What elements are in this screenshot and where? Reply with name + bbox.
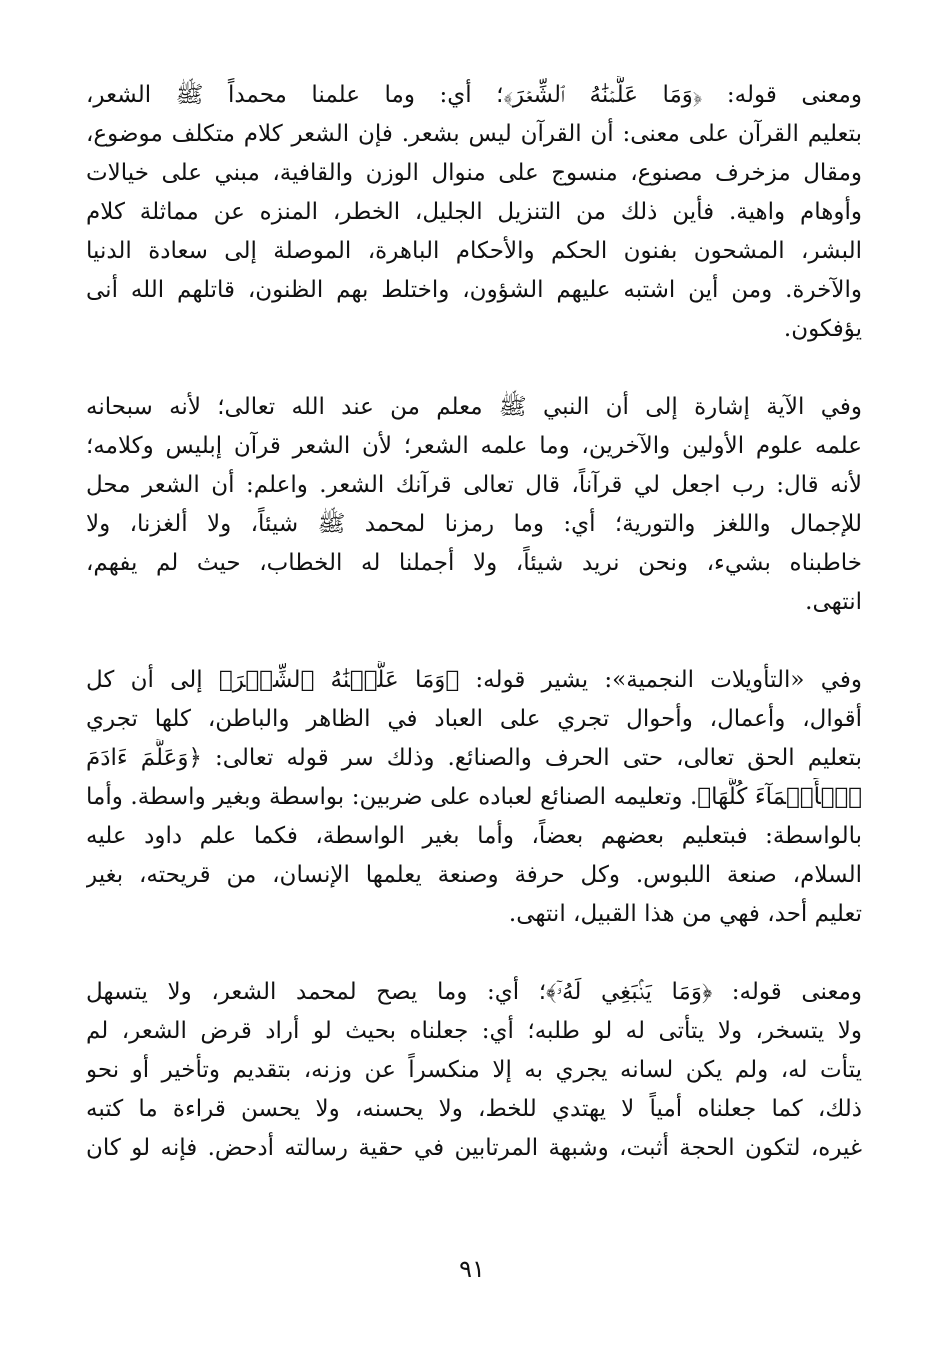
paragraph-2 xyxy=(86,388,862,622)
text-line: ٱلۡأَسۡمَآءَ كُلَّهَا﴾. وتعليمه الصنائع لعباده على ضربين: بواسطة وبغير واسطة. وأما xyxy=(86,784,862,810)
text-line: بتعليم القرآن على معنى: أن القرآن ليس بشعر. فإن الشعر كلام متكلف موضوع، xyxy=(86,121,862,147)
text-line: تعليم أحد، فهي من هذا القبيل، انتهى. xyxy=(508,901,862,927)
paragraph-1 xyxy=(86,76,862,349)
text-line: وفي الآية إشارة إلى أن النبي ﷺ معلم من عند الله تعالى؛ لأنه سبحانه xyxy=(86,394,862,420)
text-line: وفي «التأويلات النجمية»: يشير قوله: ﴿وَمَا عَلَّمۡنَٰهُ ٱلشِّعۡرَ﴾ إلى أن كل xyxy=(86,667,862,693)
text-line: ولا يتسخر، ولا يتأتى له لو طلبه؛ أي: جعلناه بحيث لو أراد قرض الشعر، لم xyxy=(86,1018,862,1044)
text-line: بتعليم الحق تعالى، حتى الحرف والصنائع. وذلك سر قوله تعالى: ﴿وَعَلَّمَ ءَادَمَ xyxy=(86,745,862,771)
text-line: ومعنى قوله: ﴿وَمَا عَلَّمۡنَٰهُ ٱلشِّعۡرَ﴾؛ أي: وما علمنا محمداً ﷺ الشعر، xyxy=(86,82,862,108)
paragraph-3 xyxy=(86,661,862,934)
text-line: ذلك، كما جعلناه أمياً لا يهتدي للخط، ولا يحسنه، ولا يحسن قراءة ما كتبه xyxy=(86,1096,862,1122)
text-line: علمه علوم الأولين والآخرين، وما علمه الشعر؛ لأن الشعر قرآن إبليس وكلامه؛ xyxy=(86,433,862,459)
text-line: وأوهام واهية. فأين ذلك من التنزيل الجليل، الخطر، المنزه عن مماثلة كلام xyxy=(86,199,862,225)
text-line: انتهى. xyxy=(805,589,862,615)
text-line: يتأت له، ولم يكن لسانه يجري به إلا منكسراً عن وزنه، بتقديم وتأخير أو نحو xyxy=(86,1057,862,1083)
text-line: والآخرة. ومن أين اشتبه عليهم الشؤون، واختلط بهم الظنون، قاتلهم الله أنى xyxy=(86,277,862,303)
text-line: غيره، لتكون الحجة أثبت، وشبهة المرتابين في حقية رسالته أدحض. فإنه لو كان xyxy=(86,1135,862,1161)
text-line: البشر، المشحون بفنون الحكم والأحكام الباهرة، الموصلة إلى سعادة الدنيا xyxy=(86,238,862,264)
page-number: ٩١ xyxy=(459,1255,485,1283)
text-line: ومقال مزخرف مصنوع، منسوج على منوال الوزن والقافية، مبني على خيالات xyxy=(86,160,862,186)
page-body xyxy=(86,76,862,1207)
text-line: يؤفكون. xyxy=(783,316,862,342)
text-line: بالواسطة: فبتعليم بعضهم بعضاً، وأما بغير الواسطة، فكما علم داود عليه xyxy=(86,823,862,849)
paragraph-4 xyxy=(86,973,862,1168)
text-line: خاطبناه بشيء، ونحن نريد شيئاً، ولا أجملنا له الخطاب، حيث لم يفهم، xyxy=(86,550,862,576)
text-line: السلام، صنعة اللبوس. وكل حرفة وصنعة يعلمها الإنسان، من قريحته، بغير xyxy=(86,862,862,888)
text-line: ومعنى قوله: ﴿وَمَا يَنۢبَغِي لَهُۥٓ﴾؛ أي: وما يصح لمحمد الشعر، ولا يتسهل xyxy=(86,979,862,1005)
text-line: لأنه قال: رب اجعل لي قرآناً، قال تعالى قرآنك الشعر. واعلم: أن الشعر محل xyxy=(86,472,862,498)
text-line: للإجمال واللغز والتورية؛ أي: وما رمزنا لمحمد ﷺ شيئاً، ولا ألغزنا، ولا xyxy=(86,511,862,537)
text-line: أقوال، وأعمال، وأحوال تجري على العباد في الظاهر والباطن، كلها تجري xyxy=(86,706,862,732)
